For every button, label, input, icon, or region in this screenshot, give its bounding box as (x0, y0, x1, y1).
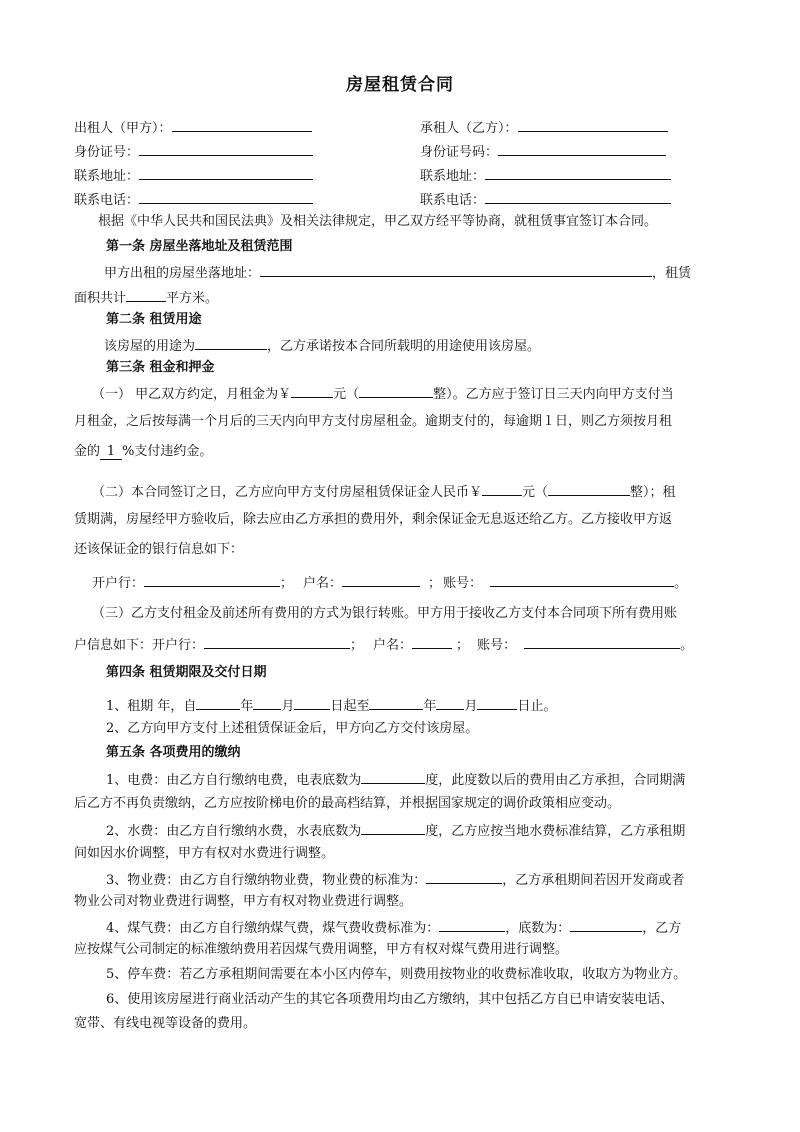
deposit-blank[interactable] (482, 481, 522, 496)
water-meter-blank[interactable] (361, 820, 425, 835)
lessor-address-row (74, 165, 313, 186)
account-number-blank[interactable] (490, 572, 674, 587)
article-3-p1-line3 (74, 443, 212, 461)
article-4-heading: 第四条 租赁期限及交付日期 (106, 665, 267, 680)
article-1-line1 (104, 262, 691, 283)
gas-rate-blank[interactable] (439, 917, 505, 932)
water-line2: 间如因水价调整，甲方有权对水费进行调整。 (74, 846, 335, 861)
article-1-heading: 第一条 房屋坐落地址及租赁范围 (106, 239, 293, 254)
text: 整）；租 (630, 485, 676, 500)
parking-line: 5、停车费：若乙方承租期间需要在本小区内停车，则费用按物业的收费标准收取，收取方为物业方。 (106, 967, 687, 982)
text: 元（ (522, 485, 549, 500)
text: ，乙方承租期间若因开发商或者 (502, 873, 685, 888)
article-5-heading: 第五条 各项费用的缴纳 (106, 745, 241, 760)
article-3-p2-line3: 还该保证金的银行信息如下： (74, 542, 244, 557)
start-year-blank[interactable] (196, 695, 240, 710)
address-label: 联系地址： (420, 169, 486, 184)
lessee-address-blank[interactable] (485, 165, 671, 180)
gas-meter-blank[interactable] (570, 917, 642, 932)
id-label: 身份证号码： (420, 145, 499, 160)
article-3-p2-line1 (92, 481, 676, 502)
text: 日起至 (330, 699, 370, 714)
text: 户信息如下：开户行： (74, 638, 205, 653)
lessee-blank[interactable] (518, 117, 668, 132)
lessee-id-row (420, 141, 666, 162)
end-month-blank[interactable] (436, 695, 464, 710)
text: 2、水费：由乙方自行缴纳水费，水表底数为 (106, 824, 362, 839)
text: 面积共计 (74, 291, 127, 306)
end-day-blank[interactable] (477, 695, 517, 710)
lessee-address-row (420, 165, 671, 186)
lessee-label: 承租人（乙方）： (420, 121, 518, 136)
property-fee-line2: 物业公司对物业费进行调整，甲方有权对物业费进行调整。 (74, 894, 413, 909)
id-label: 身份证号： (74, 145, 140, 160)
start-month-blank[interactable] (253, 695, 281, 710)
account-name-blank[interactable] (342, 572, 420, 587)
lease-term-line (106, 695, 557, 716)
electricity-line1 (106, 769, 685, 790)
monthly-rent-words-blank[interactable] (359, 383, 433, 398)
account-name-label: 户名： (373, 638, 413, 653)
other-fees-line2: 宽带、有线电视等设备的费用。 (74, 1016, 257, 1031)
lessee-bank-info: 开户行： ； 户名： ； 账号： 。 (92, 572, 687, 593)
article-3-p1-line1 (92, 383, 674, 404)
article-3-heading: 第三条 租金和押金 (106, 360, 215, 375)
property-address-blank[interactable] (260, 262, 652, 277)
text: 月 (464, 699, 478, 714)
text: （二）本合同签订之日，乙方应向甲方支付房屋租赁保证金人民币￥ (92, 485, 483, 500)
water-line1 (106, 820, 685, 841)
start-day-blank[interactable] (294, 695, 330, 710)
lessor-phone-blank[interactable] (139, 189, 313, 204)
lessor-blank[interactable] (172, 117, 312, 132)
lessee-phone-blank[interactable] (485, 189, 671, 204)
account-name-label: 户名： (303, 576, 343, 591)
other-fees-line1: 6、使用该房屋进行商业活动产生的其它各项费用均由乙方缴纳，其中包括乙方自已申请安装电话、 (106, 992, 674, 1007)
text: 3、物业费：由乙方自行缴纳物业费，物业费的标准为： (106, 873, 427, 888)
lessee-phone-row (420, 189, 671, 210)
text: 元（ (333, 387, 360, 402)
text: 金的 (74, 444, 101, 459)
electricity-line2: 后乙方不再负责缴纳，乙方应按阶梯电价的最高档结算，并根据国家规定的调价政策相应变动。 (74, 796, 621, 811)
text: 该房屋的用途为 (104, 339, 196, 354)
text: 年 (240, 699, 254, 714)
text: ，乙方 (642, 921, 682, 936)
phone-label: 联系电话： (74, 193, 140, 208)
lessor-id-blank[interactable] (139, 141, 313, 156)
text: ，租赁 (652, 266, 692, 281)
lessor-phone-row (74, 189, 313, 210)
electric-meter-blank[interactable] (361, 769, 425, 784)
lessor-account-number-blank[interactable] (524, 634, 680, 649)
usage-blank[interactable] (195, 335, 267, 350)
text: 4、煤气费：由乙方自行缴纳煤气费，煤气费收费标准为： (106, 921, 440, 936)
property-fee-blank[interactable] (426, 869, 502, 884)
article-2-heading: 第二条 租赁用途 (106, 312, 202, 327)
text: 日止。 (517, 699, 557, 714)
text: ，底数为： (505, 921, 571, 936)
address-label: 联系地址： (74, 169, 140, 184)
account-number-label: 账号： (477, 638, 517, 653)
lessor-account-name-blank[interactable] (412, 634, 452, 649)
gas-line1 (106, 917, 681, 938)
late-fee-rate: 1 (100, 443, 122, 460)
account-number-label: 账号： (443, 576, 483, 591)
delivery-line: 2、乙方向甲方支付上述租赁保证金后，甲方向乙方交付该房屋。 (106, 721, 479, 736)
property-fee-line1 (106, 869, 684, 890)
gas-line2: 应按煤气公司制定的标准缴纳费用若因煤气费用调整，甲方有权对煤气费用进行调整。 (74, 942, 569, 957)
end-year-blank[interactable] (369, 695, 423, 710)
monthly-rent-blank[interactable] (291, 383, 333, 398)
text: %支付违约金。 (122, 444, 213, 459)
article-3-p1-line2: 月租金，之后按每满一个月后的三天内向甲方支付房屋租金。逾期支付的，每逾期１日，则乙方须按月租 (74, 414, 673, 429)
text: 年 (423, 699, 437, 714)
text: 度，乙方应按当地水费标准结算，乙方承租期 (425, 824, 686, 839)
text: 1、电费：由乙方自行缴纳电费，电表底数为 (106, 773, 362, 788)
text: 度，此度数以后的费用由乙方承担，合同期满 (425, 773, 686, 788)
lessor-row (74, 117, 312, 138)
lessor-bank-info: 户信息如下：开户行： ； 户名： ； 账号： 。 (74, 634, 693, 655)
text: 月 (281, 699, 295, 714)
text: ，乙方承诺按本合同所载明的用途使用该房屋。 (267, 339, 541, 354)
intro-paragraph: 根据《中华人民共和国民法典》及相关法律规定，甲乙双方经平等协商，就租赁事宜签订本合同。 (98, 214, 658, 229)
lessor-address-blank[interactable] (139, 165, 313, 180)
deposit-words-blank[interactable] (548, 481, 630, 496)
text: （一） 甲乙双方约定，月租金为￥ (92, 387, 292, 402)
article-2-line (104, 335, 540, 356)
text: 整）。乙方应于签订日三天内向甲方支付当 (433, 387, 674, 402)
article-3-p2-line2: 赁期满，房屋经甲方验收后，除去应由乙方承担的费用外，剩余保证金无息返还给乙方。乙方接收甲方返 (74, 512, 673, 527)
lessor-id-row (74, 141, 313, 162)
article-1-line2 (74, 287, 218, 308)
lessor-label: 出租人（甲方）： (74, 121, 172, 136)
document-title: 房屋租赁合同 (346, 75, 454, 95)
lessee-id-blank[interactable] (498, 141, 666, 156)
lessor-bank-blank[interactable] (204, 634, 350, 649)
address-prompt: 甲方出租的房屋坐落地址： (104, 266, 261, 281)
area-blank[interactable] (126, 287, 166, 302)
bank-label: 开户行： (92, 576, 145, 591)
bank-blank[interactable] (144, 572, 280, 587)
article-3-p3-line1: （三）乙方支付租金及前述所有费用的方式为银行转账。甲方用于接收乙方支付本合同项下所有费用账 (92, 606, 678, 621)
text: 1、租期 年，自 (106, 699, 197, 714)
lessee-row (420, 117, 668, 138)
text: 平方米。 (166, 291, 219, 306)
phone-label: 联系电话： (420, 193, 486, 208)
